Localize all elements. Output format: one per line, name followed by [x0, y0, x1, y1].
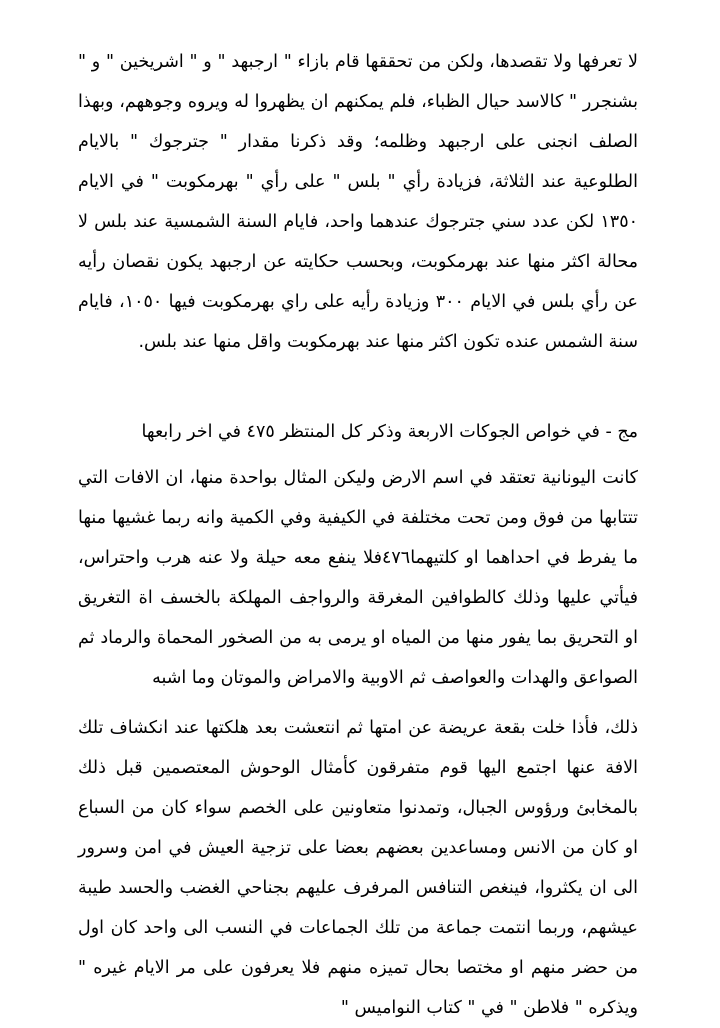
body-paragraph: كانت اليونانية تعتقد في اسم الارض وليكن المثال بواحدة منها، ان الافات التي تتتابها من فوق ومن تحت مختلفة في الكيفية وفي الكمية وانه ربما غشيها منها ما يفرط في احداهما او كلتيهما٤٧٦فلا ينفع معه حيلة ولا عنه هرب واحتراس، فيأتي عليها وذلك كالطوافين المغرقة والرواجف المهلكة بالخسف اة التغريق او التحريق بما يفور منها من المياه او يرمى به من الصخور المحماة والرماد ثم الصواعق والهدات والعواصف ثم الاوبية والامراض والموتان وما اشبه [78, 468, 638, 688]
body-paragraph: ذلك، فأذا خلت بقعة عريضة عن امتها ثم انتعشت بعد هلكتها عند انكشاف تلك الافة عنها اجتمع اليها قوم متفرقون كأمثال الوحوش المعتصمين قبل ذلك بالمخابئ ورؤوس الجبال، وتمدنوا متعاونين على الخصم سواء كان من السباع او كان من الانس ومساعدين بعضهم بعضا على تزجية العيش في امن وسرور الى ان يكثروا، فينغص التنافس المرفرف عليهم بجناحي الغضب والحسد طيبة عيشهم، وربما انتمت جماعة من تلك الجماعات في النسب الى واحد كان اول من حضر منهم او مختصا بحال تميزه منهم فلا يعرفون على مر الايام غيره " ويذكره " فلاطن " في " كتاب النواميس " [78, 718, 638, 1018]
body-paragraph: لا تعرفها ولا تقصدها، ولكن من تحققها قام بازاء " ارجبهد " و " اشريخين " و " بشنجرر " كالاسد حيال الظباء، فلم يمكنهم ان يظهروا له ويروه وجوههم، وبهذا الصلف انجنى على ارجبهد وظلمه؛ وقد ذكرنا مقدار " جترجوك " بالايام الطلوعية عند الثلاثة، فزيادة رأي " بلس " على رأي " بهرمكوبت " في الايام ١٣٥٠ لكن عدد سني جترجوك عندهما واحد، فايام السنة الشمسية عند بلس لا محالة اكثر منها عند بهرمكوبت، وبحسب حكايته عن ارجبهد يكون نقصان رأيه عن رأي بلس في الايام ٣٠٠ وزيادة رأيه على راي بهرمكوبت فيها ١٠٥٠، فايام سنة الشمس عنده تكون اكثر منها عند بهرمكوبت واقل منها عند بلس. [78, 52, 638, 352]
section-heading: مج - في خواص الجوكات الاربعة وذكر كل المنتظر ٤٧٥ في اخر رابعها [141, 422, 638, 442]
